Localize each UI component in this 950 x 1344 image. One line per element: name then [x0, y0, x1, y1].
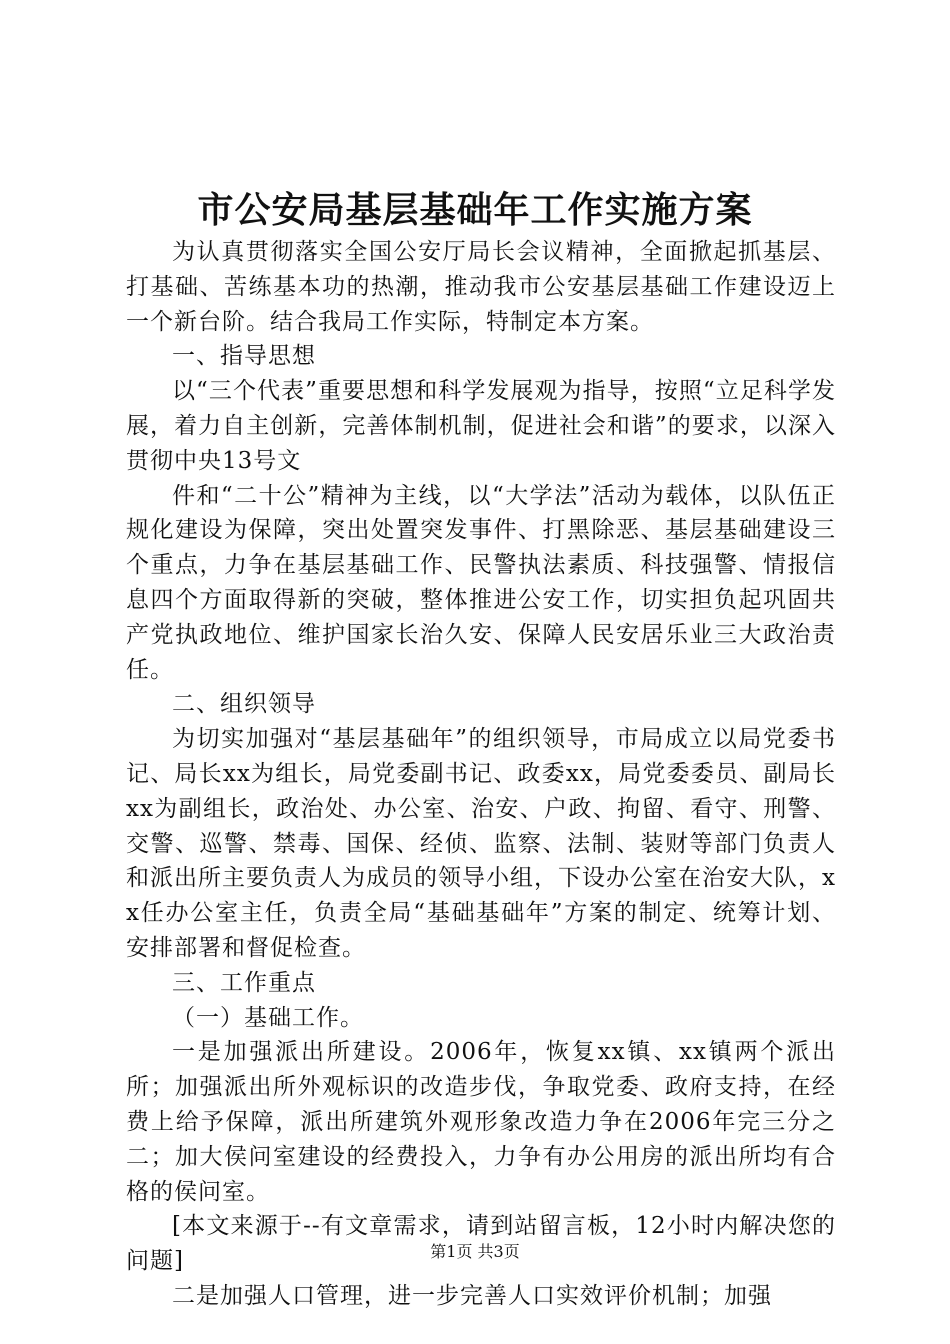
paragraph-intro: 为认真贯彻落实全国公安厅局长会议精神，全面掀起抓基层、打基础、苦练基本功的热潮，推动我市公安基层基础工作建设迈上一个新台阶。结合我局工作实际，特制定本方案。 — [126, 239, 836, 335]
paragraph-source-note: [本文来源于--有文章需求，请到站留言板，12小时内解决您的问题] — [126, 1213, 836, 1275]
section-heading-organization: 二、组织领导 — [172, 691, 316, 718]
paragraph-organization: 为切实加强对“基层基础年”的组织领导，市局成立以局党委书记、局长xx为组长，局党委副书记、政委xx，局党委委员、副局长xx为副组长，政治处、办公室、治安、户政、拘留、看守、刑警、交警、巡警、禁毒、国保、经侦、监察、法制、装财等部门负责人和派出所主要负责人为成员的领导小组，下设办公室在治安大队，xx任办公室主任，负责全局“基础基础年”方案的制定、统筹计划、安排部署和督促检查。 — [126, 726, 836, 961]
paragraph-guiding-thought-2: 件和“二十公”精神为主线，以“大学法”活动为载体，以队伍正规化建设为保障，突出处置突发事件、打黑除恶、基层基础建设三个重点，力争在基层基础工作、民警执法素质、科技强警、情报信息四个方面取得新的突破，整体推进公安工作，切实担负起巩固共产党执政地位、维护国家长治久安、保障人民安居乐业三大政治责任。 — [126, 482, 836, 683]
page-footer: 第1页 共3页 — [430, 1242, 520, 1261]
paragraph-guiding-thought-1: 以“三个代表”重要思想和科学发展观为指导，按照“立足科学发展，着力自主创新，完善体制机制，促进社会和谐”的要求，以深入贯彻中央13号文 — [126, 378, 836, 474]
section-heading-guiding-thought: 一、指导思想 — [172, 343, 316, 370]
section-heading-work-focus: 三、工作重点 — [172, 969, 316, 996]
subsection-heading-basic-work: （一）基础工作。 — [172, 1004, 364, 1031]
paragraph-population-management: 二是加强人口管理，进一步完善人口实效评价机制；加强 — [172, 1282, 772, 1309]
document-title: 市公安局基层基础年工作实施方案 — [197, 189, 753, 231]
document-body — [126, 235, 836, 1314]
paragraph-police-station: 一是加强派出所建设。2006年，恢复xx镇、xx镇两个派出所；加强派出所外观标识的改造步伐，争取党委、政府支持，在经费上给予保障，派出所建筑外观形象改造力争在2006年完三分之二；加大侯问室建设的经费投入，力争有办公用房的派出所均有合格的侯问室。 — [126, 1039, 836, 1205]
